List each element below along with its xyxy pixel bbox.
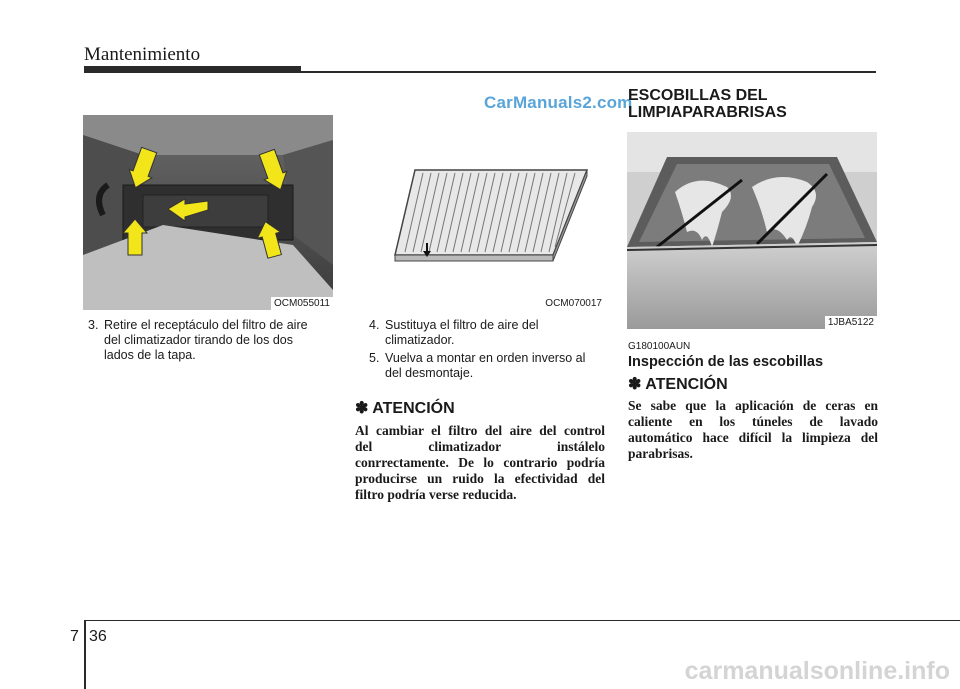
chapter-number: 7 [70, 628, 79, 645]
footer-rule [84, 620, 960, 621]
step-5: 5. Vuelva a montar en orden inverso al del desmontaje. [369, 351, 586, 380]
air-filter-illustration [355, 115, 605, 310]
caution-heading: ✽ ATENCIÓN [628, 376, 728, 393]
reference-code: G180100AUN [628, 341, 691, 352]
caution-heading: ✽ ATENCIÓN [355, 400, 455, 417]
windshield-photo [627, 132, 877, 329]
section-header-title: Mantenimiento [84, 44, 201, 65]
step-3: 3. Retire el receptáculo del filtro de aire del climatizador tirando de los dos lados de la tapa. [88, 318, 308, 362]
header-rule-thick [84, 66, 301, 73]
photo-code-label: OCM055011 [271, 297, 333, 310]
section-title: ESCOBILLAS DEL LIMPIAPARABRISAS [628, 87, 787, 121]
photo-code-label: 1JBA5122 [825, 316, 877, 329]
air-filter-photo [355, 115, 605, 310]
caution-icon: ✽ [355, 400, 369, 417]
filter-housing-illustration [83, 115, 333, 310]
caution-paragraph: Al cambiar el filtro del aire del control del climatizador instálelo conrrectamente. De lo contrario podría producirse un ruido la efectividad del filtro podría verse reducida. [355, 423, 605, 502]
windshield-illustration [627, 132, 877, 329]
caution-paragraph: Se sabe que la aplicación de ceras en caliente en los túneles de lavado automático hace difícil la limpieza del parabrisas. [628, 398, 878, 461]
watermark-link[interactable]: CarManuals2.com [484, 93, 633, 112]
watermark-footer[interactable]: carmanualsonline.info [684, 657, 950, 685]
filter-housing-photo [83, 115, 333, 310]
caution-icon: ✽ [628, 376, 642, 393]
header-rule-thin [301, 71, 876, 73]
footer-divider [84, 620, 86, 689]
photo-code-label: OCM070017 [542, 297, 605, 310]
subsection-heading: Inspección de las escobillas [628, 354, 824, 370]
page-number: 36 [89, 628, 107, 645]
step-4: 4. Sustituya el filtro de aire del climatizador. [369, 318, 539, 347]
